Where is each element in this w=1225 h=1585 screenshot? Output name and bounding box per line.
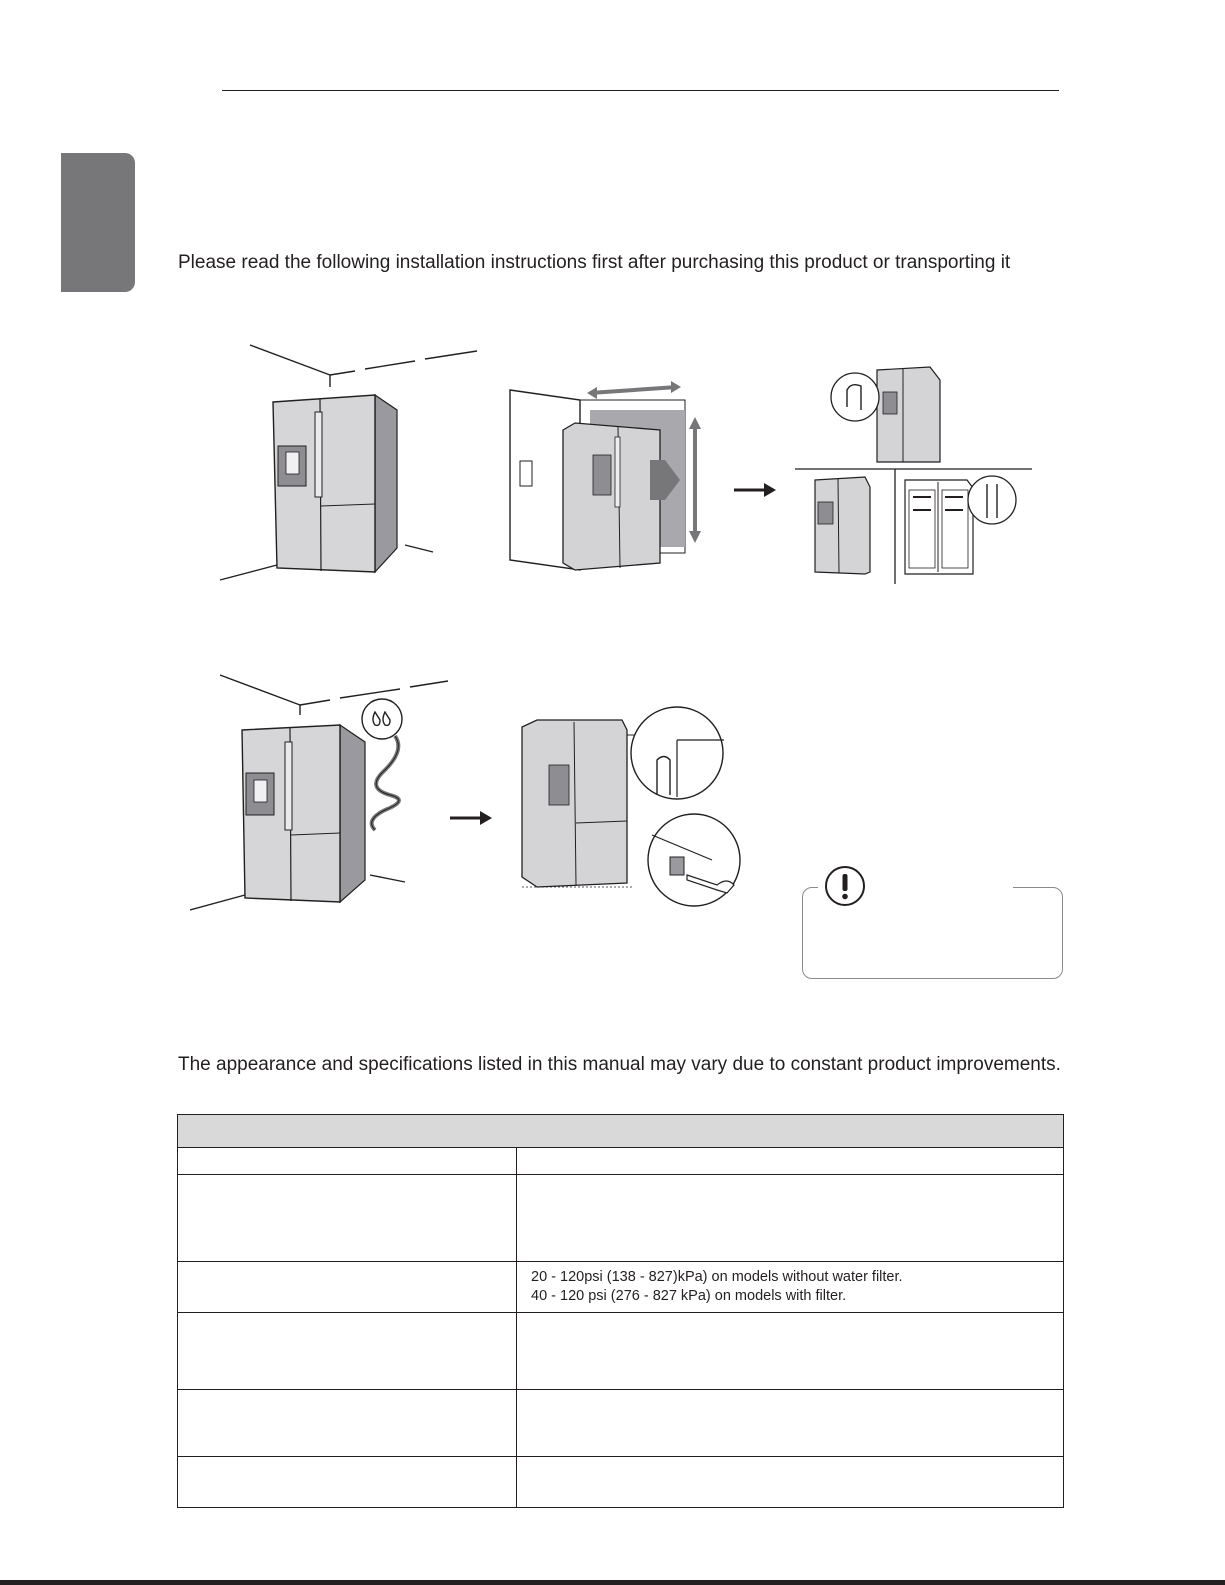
exclamation-icon (822, 863, 868, 909)
table-cell (178, 1148, 517, 1175)
door-removal-illustration (795, 362, 1035, 587)
arrow-right-icon (448, 808, 493, 828)
intro-text: Please read the following installation instructions first after purchasing this product or transporting it (178, 252, 1011, 273)
header-rule (222, 90, 1059, 91)
table-cell (178, 1390, 517, 1457)
table-cell (517, 1313, 1064, 1390)
door-measurement-illustration (505, 375, 705, 580)
table-cell (517, 1390, 1064, 1457)
pressure-spec-with-filter: 40 - 120 psi (276 - 827 kPa) on models with filter. (531, 1288, 847, 1304)
table-header (178, 1115, 1064, 1148)
section-tab (61, 153, 135, 292)
refrigerator-corner-illustration (215, 340, 485, 590)
leveling-illustration (512, 705, 752, 920)
pressure-spec-without-filter: 20 - 120psi (138 - 827)kPa) on models without water filter. (531, 1269, 903, 1285)
water-pressure-cell (517, 1262, 1064, 1313)
footer-bar (0, 1580, 1225, 1585)
table-cell (517, 1457, 1064, 1508)
table-cell (517, 1148, 1064, 1175)
table-cell (178, 1175, 517, 1262)
table-cell (517, 1175, 1064, 1262)
table-cell (178, 1457, 517, 1508)
table-cell (178, 1313, 517, 1390)
water-supply-illustration (190, 670, 455, 920)
arrow-right-icon (732, 480, 777, 500)
specifications-note: The appearance and specifications listed in this manual may vary due to constant product improvements. (178, 1054, 1061, 1075)
specifications-table (177, 1114, 1064, 1508)
table-cell (178, 1262, 517, 1313)
